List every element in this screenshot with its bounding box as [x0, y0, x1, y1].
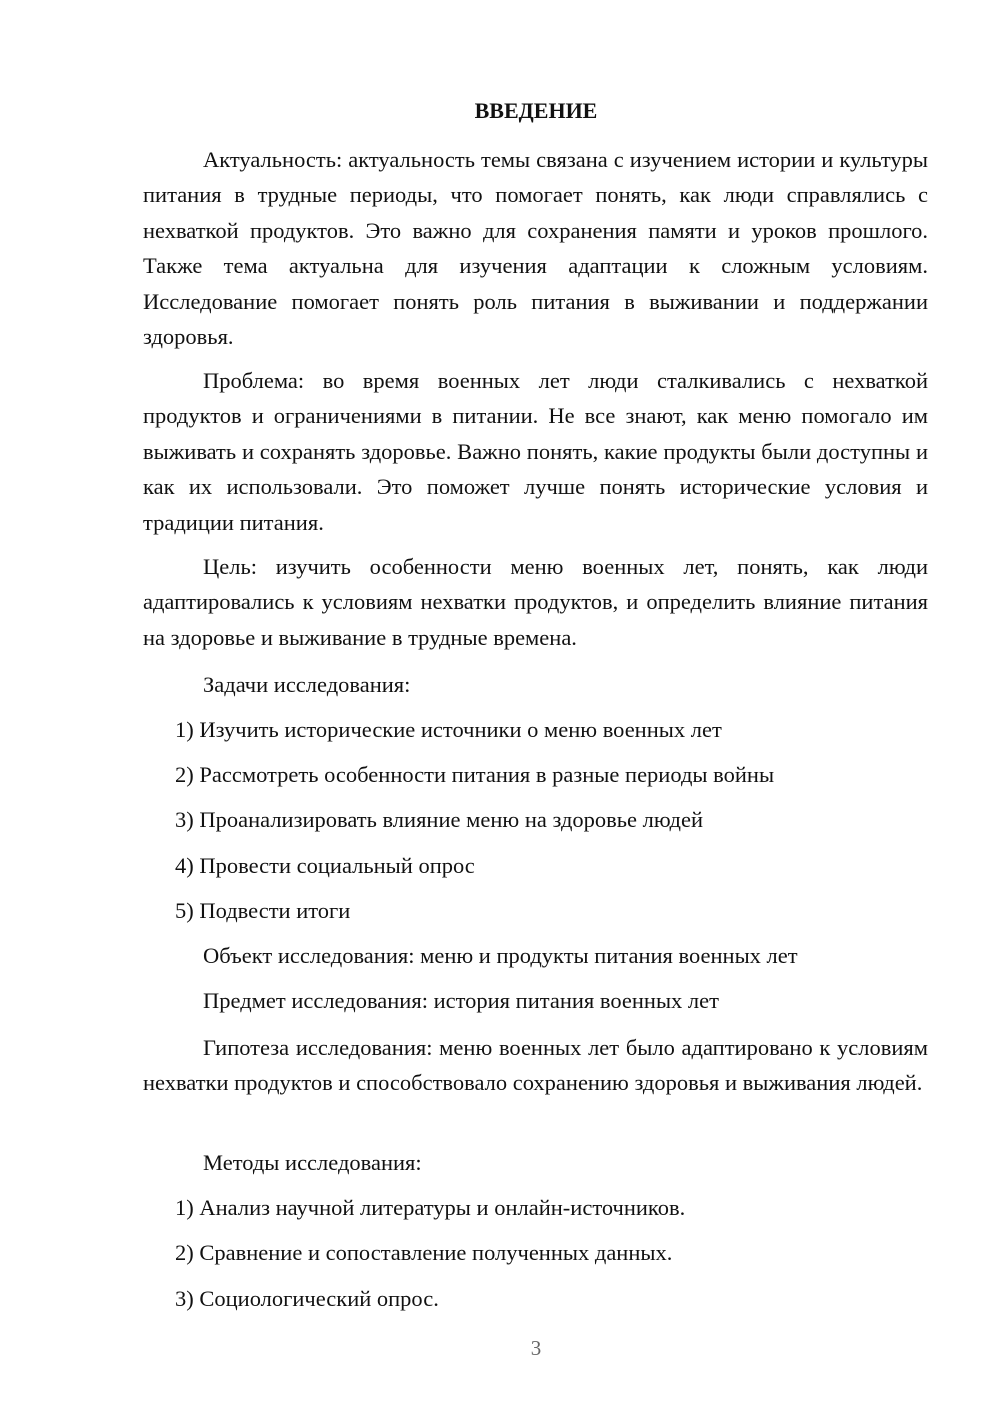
task-item-2: 2) Рассмотреть особенности питания в разные периоды войны [175, 762, 775, 787]
task-item-5: 5) Подвести итоги [175, 898, 351, 923]
method-item-1: 1) Анализ научной литературы и онлайн-источников. [175, 1195, 686, 1220]
tasks-heading: Задачи исследования: [203, 672, 411, 697]
relevance-paragraph: Актуальность: актуальность темы связана с изучением истории и культуры питания в трудные периоды, что помогает понять, как люди справлялись с нехваткой продуктов. Это важно для сохранения памяти и уроков прошлого. Также тема актуальна для изучения адаптации к сложным условиям. Исследование помогает понять роль питания в выживании и поддержании здоровья. [143, 147, 928, 350]
task-item-3: 3) Проанализировать влияние меню на здоровье людей [175, 807, 704, 832]
research-subject: Предмет исследования: история питания военных лет [203, 988, 719, 1013]
goal-paragraph: Цель: изучить особенности меню военных лет, понять, как люди адаптировались к условиям нехватки продуктов, и определить влияние питания на здоровье и выживание в трудные времена. [143, 554, 928, 650]
task-item-1: 1) Изучить исторические источники о меню военных лет [175, 717, 722, 742]
page-number: 3 [530, 1336, 542, 1360]
method-item-2: 2) Сравнение и сопоставление полученных данных. [175, 1240, 673, 1265]
research-object: Объект исследования: меню и продукты питания военных лет [203, 943, 798, 968]
page-title: ВВЕДЕНИЕ [474, 98, 598, 123]
method-item-3: 3) Социологический опрос. [175, 1286, 439, 1311]
methods-heading: Методы исследования: [203, 1150, 422, 1175]
hypothesis-paragraph: Гипотеза исследования: меню военных лет было адаптировано к условиям нехватки продуктов и способствовало сохранению здоровья и выживания людей. [143, 1035, 928, 1096]
task-item-4: 4) Провести социальный опрос [175, 853, 475, 878]
problem-paragraph: Проблема: во время военных лет люди сталкивались с нехваткой продуктов и ограничениями в питании. Не все знают, как меню помогало им выживать и сохранять здоровье. Важно понять, какие продукты были доступны и как их использовали. Это поможет лучше понять исторические условия и традиции питания. [143, 368, 928, 535]
